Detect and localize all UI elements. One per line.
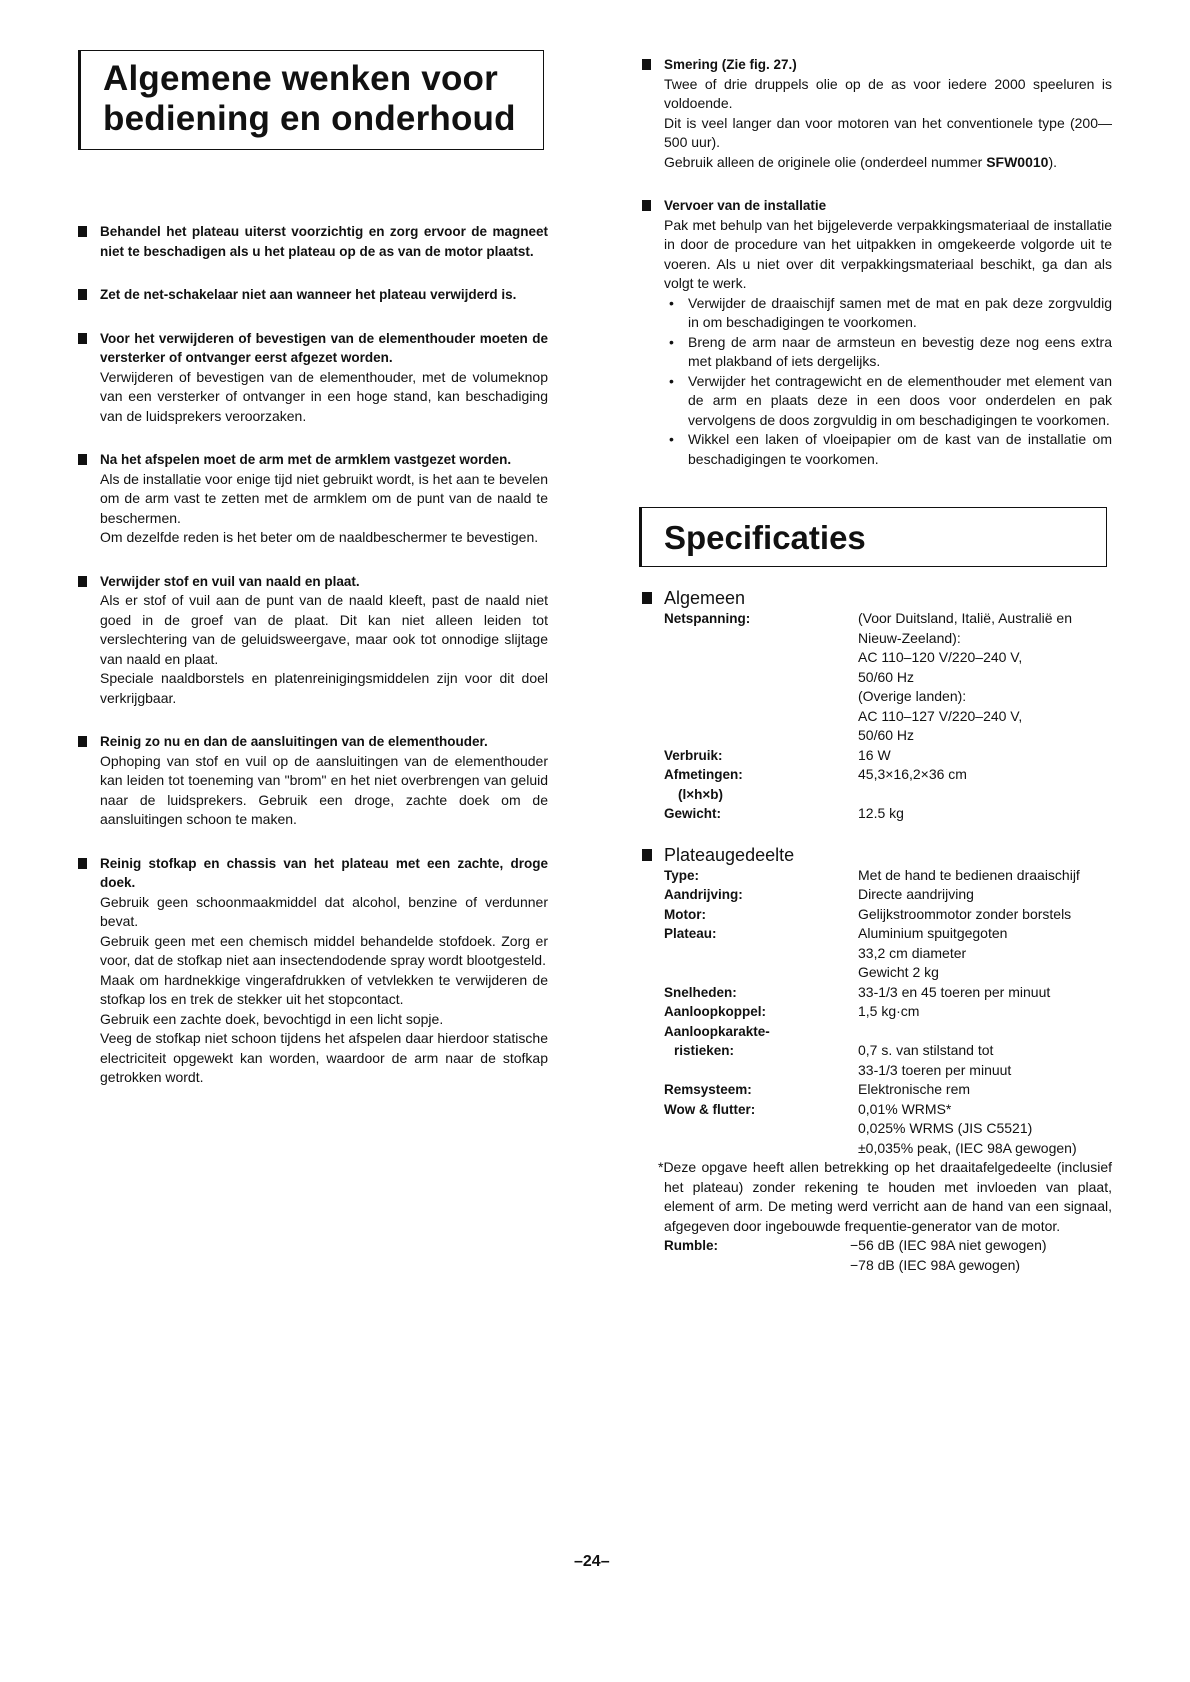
- smering-text: Twee of drie druppels olie op de as voor iedere 2000 speeluren is voldoende.: [664, 75, 1112, 111]
- spec-value-line: Met de hand te bedienen draaischijf: [858, 866, 1080, 883]
- spec-key-line: Aanloopkoppel:: [664, 1004, 766, 1019]
- list-item-text: Breng de arm naar de armsteun en bevestig deze nog eens extra met plakband of iets dergelijks.: [688, 333, 1112, 369]
- tip-text: Gebruik geen schoonmaakmiddel dat alcohol, benzine of verdunner bevat.: [100, 893, 548, 929]
- tip-heading: Behandel het plateau uiterst voorzichtig en zorg ervoor de magneet niet te beschadigen als u het plateau op de as van de motor plaatst.: [100, 224, 548, 259]
- spec-value-line: 0,025% WRMS (JIS C5521): [858, 1120, 1033, 1136]
- table-row: [664, 746, 1112, 766]
- spec-title-box: [639, 507, 1107, 567]
- tip-text: Ophoping van stof en vuil op de aansluitingen van de elementhouder kan leiden tot toeneming van "brom" en het niet overbrengen van geluid naar de luidsprekers. Gebruik een droge, zachte doek om de aansluitingen schoon te maken.: [100, 752, 548, 827]
- smering-text-part: ).: [1048, 153, 1057, 170]
- spec-section-label: Algemeen: [664, 588, 746, 608]
- tip-text: Gebruik een zachte doek, bevochtigd in een licht sopje.: [100, 1010, 444, 1027]
- tip-item: [76, 285, 548, 305]
- list-item-text: Wikkel een laken of vloeipapier om de kast van de installatie om beschadigingen te voorkomen.: [688, 431, 1112, 467]
- spec-value: [858, 1080, 1112, 1100]
- list-item: [664, 294, 1112, 333]
- spec-value-line: 50/60 Hz: [858, 727, 915, 743]
- spec-key-line: Motor:: [664, 906, 706, 922]
- table-row: [664, 885, 1112, 905]
- spec-value: [850, 1236, 1104, 1275]
- table-row: [664, 765, 1112, 804]
- spec-key: [664, 866, 858, 886]
- spec-value-line: Gewicht 2 kg: [858, 964, 939, 980]
- spec-table-rumble: [664, 1236, 1104, 1275]
- spec-value: [858, 924, 1112, 983]
- smering-text: [664, 153, 1112, 173]
- list-item: [664, 372, 1112, 431]
- tip-text: Maak om hardnekkige vingerafdrukken of vetvlekken te verwijderen de stofkap los en trek de stekker uit het stopcontact.: [100, 971, 548, 1007]
- spec-value-line: 33-1/3 en 45 toeren per minuut: [858, 983, 1051, 1000]
- bullet-square-icon: [78, 858, 87, 869]
- spec-key-line: Verbruik:: [664, 747, 723, 763]
- spec-value: [858, 1100, 1112, 1159]
- bullet-square-icon: [642, 849, 652, 861]
- spec-table-algemeen: [664, 609, 1112, 824]
- spec-key-line: Afmetingen:: [664, 767, 743, 782]
- spec-value: [858, 1022, 1112, 1081]
- spec-key-line: Plateau:: [664, 926, 717, 941]
- bullet-square-icon: [642, 592, 652, 604]
- vervoer-bullet-list: [664, 294, 1112, 470]
- tip-heading: Na het afspelen moet de arm met de armklem vastgezet worden.: [100, 452, 512, 467]
- spec-section-heading: [640, 587, 1112, 609]
- spec-value: [858, 765, 1112, 804]
- spec-value-line: 12.5 kg: [858, 805, 904, 821]
- spec-value-line: 33-1/3 toeren per minuut: [858, 1061, 1012, 1078]
- tip-item: [76, 222, 548, 261]
- table-row: [664, 1236, 1104, 1275]
- tip-item: [76, 732, 548, 830]
- spec-key: [664, 765, 858, 804]
- spec-key-line: Netspanning:: [664, 611, 751, 626]
- bullet-square-icon: [78, 454, 87, 465]
- bullet-square-icon: [78, 226, 87, 237]
- spec-value-line: 0,7 s. van stilstand tot: [858, 1042, 994, 1058]
- spec-value: [858, 983, 1112, 1003]
- tip-heading: Zet de net-schakelaar niet aan wanneer het plateau verwijderd is.: [100, 287, 517, 302]
- table-row: [664, 866, 1112, 886]
- table-row: [664, 804, 1112, 824]
- tip-text: Als er stof of vuil aan de punt van de naald kleeft, past de naald niet goed in de groef van de plaat. Dit kan niet alleen leiden tot verslechtering van de geluidsweergave, maar ook tot onnodige slijtage van naald en plaat.: [100, 592, 548, 667]
- spec-key-line: (l×h×b): [678, 786, 724, 802]
- spec-value: [858, 885, 1112, 905]
- tip-text: Veeg de stofkap niet schoon tijdens het afspelen daar hierdoor statische electriciteit opgewekt kan worden, waardoor de arm naar de stofkap getrokken wordt.: [100, 1030, 548, 1085]
- bullet-square-icon: [78, 333, 87, 344]
- section-title-box: [78, 50, 544, 150]
- tip-item: [76, 854, 548, 1088]
- spec-value: [858, 866, 1112, 886]
- spec-value-line: 1,5 kg·cm: [858, 1003, 920, 1019]
- spec-key: [664, 1022, 858, 1081]
- spec-key: [664, 746, 858, 766]
- spec-value-spacer: [858, 1022, 1112, 1042]
- part-number: SFW0010: [986, 153, 1049, 170]
- spec-key: [664, 1100, 858, 1159]
- tip-item: [76, 572, 548, 709]
- spec-key: [664, 804, 858, 824]
- tip-heading: Reinig zo nu en dan de aansluitingen van de elementhouder.: [100, 734, 488, 749]
- spec-value-line: 50/60 Hz: [858, 668, 915, 685]
- spec-section-label: Plateaugedeelte: [664, 844, 795, 865]
- bullet-square-icon: [78, 289, 87, 300]
- spec-key: [664, 1080, 858, 1100]
- tip-text: Als de installatie voor enige tijd niet gebruikt wordt, is het aan te bevelen om de arm vast te zetten met de armklem om de punt van de naald te beschermen.: [100, 470, 548, 526]
- spec-value: [858, 746, 1112, 766]
- bullet-dot-icon: •: [669, 372, 674, 389]
- spec-value-line: Directe aandrijving: [858, 886, 974, 902]
- spec-key-line: Gewicht:: [664, 806, 722, 821]
- spec-title: Specificaties: [664, 519, 866, 556]
- spec-value-line: −56 dB (IEC 98A niet gewogen): [850, 1237, 1047, 1253]
- smering-text-part: Gebruik alleen de originele olie (onderdeel nummer: [664, 153, 983, 170]
- spec-value-line: AC 110–127 V/220–240 V,: [858, 707, 1023, 724]
- left-column: [76, 50, 548, 1088]
- spec-value-line: ±0,035% peak, (IEC 98A gewogen): [858, 1139, 1077, 1156]
- table-row: [664, 905, 1112, 925]
- bullet-square-icon: [78, 576, 87, 587]
- table-row: [664, 1022, 1112, 1081]
- spec-key: [664, 924, 858, 983]
- list-item: [664, 333, 1112, 372]
- table-row: [664, 983, 1112, 1003]
- spec-table-plateau: [664, 866, 1112, 1159]
- footnote: *Deze opgave heeft allen betrekking op het draaitafelgedeelte (inclusief het plateau) zonder rekening te houden met invloeden van plaat, element of arm. De meting werd verricht aan de hand van een signaal, afgegeven door ingebouwde frequentie-generator van de motor.: [658, 1159, 1112, 1234]
- list-item-text: Verwijder het contragewicht en de elementhouder met element van de arm en plaats deze in een doos voor onderdelen en pak vervolgens de doos zorgvuldig in om beschadigingen te voorkomen.: [688, 372, 1112, 428]
- spec-value: [858, 804, 1112, 824]
- spec-key: [664, 983, 858, 1003]
- list-item: [664, 430, 1112, 469]
- bullet-dot-icon: •: [669, 294, 674, 311]
- table-row: [664, 1100, 1112, 1159]
- spec-value-line: Gelijkstroommotor zonder borstels: [858, 905, 1072, 922]
- tip-heading: Verwijder stof en vuil van naald en plaat.: [100, 573, 360, 589]
- spec-value-line: 45,3×16,2×36 cm: [858, 766, 967, 782]
- spec-value-line: 33,2 cm diameter: [858, 944, 967, 961]
- spec-value: [858, 905, 1112, 925]
- spec-key: [664, 1002, 858, 1022]
- spec-key-line: Wow & flutter:: [664, 1101, 756, 1117]
- smering-text: Dit is veel langer dan voor motoren van het conventionele type (200—500 uur).: [664, 114, 1112, 150]
- table-row: [664, 609, 1112, 746]
- spec-key-line: ristieken:: [674, 1043, 735, 1058]
- spec-value-line: −78 dB (IEC 98A gewogen): [850, 1256, 1021, 1273]
- tip-heading: Reinig stofkap en chassis van het plateau met een zachte, droge doek.: [100, 855, 548, 890]
- vervoer-text: Pak met behulp van het bijgeleverde verpakkingsmateriaal de installatie in door de procedure van het uitpakken in omgekeerde volgorde uit te voeren. Als u niet over dit verpakkingsmateriaal beschikt, ga dan als volgt te werk.: [664, 216, 1112, 291]
- table-row: [664, 1002, 1112, 1022]
- right-column: [640, 55, 1112, 1275]
- tip-text: Speciale naaldborstels en platenreinigingsmiddelen zijn voor dit doel verkrijgbaar.: [100, 670, 548, 706]
- vervoer-heading: Vervoer van de installatie: [664, 198, 827, 213]
- spec-key: [664, 885, 858, 905]
- spec-value-line: 0,01% WRMS*: [858, 1100, 952, 1117]
- spec-key-line: Remsysteem:: [664, 1082, 752, 1097]
- tip-text: Gebruik geen met een chemisch middel behandelde stofdoek. Zorg er voor, dat de stofkap niet aan insectendodende spray wordt blootgesteld.: [100, 932, 548, 968]
- table-row: [664, 924, 1112, 983]
- spec-value: [858, 609, 1112, 746]
- spec-value-line: (Voor Duitsland, Italië, Australië en Nieuw-Zeeland):: [858, 610, 1073, 646]
- tip-item: [76, 329, 548, 427]
- spec-value-line: Elektronische rem: [858, 1081, 971, 1097]
- section-title-line: Algemene wenken voor: [103, 59, 498, 98]
- bullet-dot-icon: •: [669, 333, 674, 350]
- tip-text: Om dezelfde reden is het beter om de naaldbeschermer te bevestigen.: [100, 529, 539, 545]
- spec-value-line: Aluminium spuitgegoten: [858, 925, 1008, 941]
- spec-value-line: (Overige landen):: [858, 688, 967, 704]
- tip-heading: Voor het verwijderen of bevestigen van de elementhouder moeten de versterker of ontvanger eerst afgezet worden.: [100, 330, 548, 365]
- bullet-dot-icon: •: [669, 431, 674, 447]
- spec-key-line: Aanloopkarakte-: [664, 1023, 770, 1039]
- bullet-square-icon: [642, 59, 651, 70]
- bullet-square-icon: [78, 736, 87, 747]
- smering-heading: Smering (Zie fig. 27.): [664, 57, 797, 72]
- bullet-square-icon: [642, 200, 651, 211]
- spec-key: [664, 609, 858, 746]
- spec-value-line: 16 W: [858, 746, 891, 763]
- spec-value: [858, 1002, 1112, 1022]
- smering-item: [640, 55, 1112, 172]
- spec-key-line: Snelheden:: [664, 984, 737, 1000]
- spec-section-heading: [640, 844, 1112, 866]
- table-row: [664, 1080, 1112, 1100]
- tip-item: [76, 450, 548, 548]
- tip-text: Verwijderen of bevestigen van de elementhouder, met de volumeknop van een versterker of ontvanger in een hoge stand, kan beschadiging van de luidsprekers veroorzaken.: [100, 368, 548, 424]
- spec-key-line: Type:: [664, 867, 700, 883]
- section-title-line: bediening en onderhoud: [103, 99, 516, 138]
- spec-value-line: AC 110–120 V/220–240 V,: [858, 649, 1023, 665]
- vervoer-item: [640, 196, 1112, 469]
- spec-key-line: Aandrijving:: [664, 887, 743, 902]
- spec-key: [664, 905, 858, 925]
- page-number: –24–: [574, 1553, 610, 1570]
- list-item-text: Verwijder de draaischijf samen met de mat en pak deze zorgvuldig in om beschadigingen te voorkomen.: [688, 294, 1112, 330]
- spec-key: Rumble:: [664, 1238, 718, 1253]
